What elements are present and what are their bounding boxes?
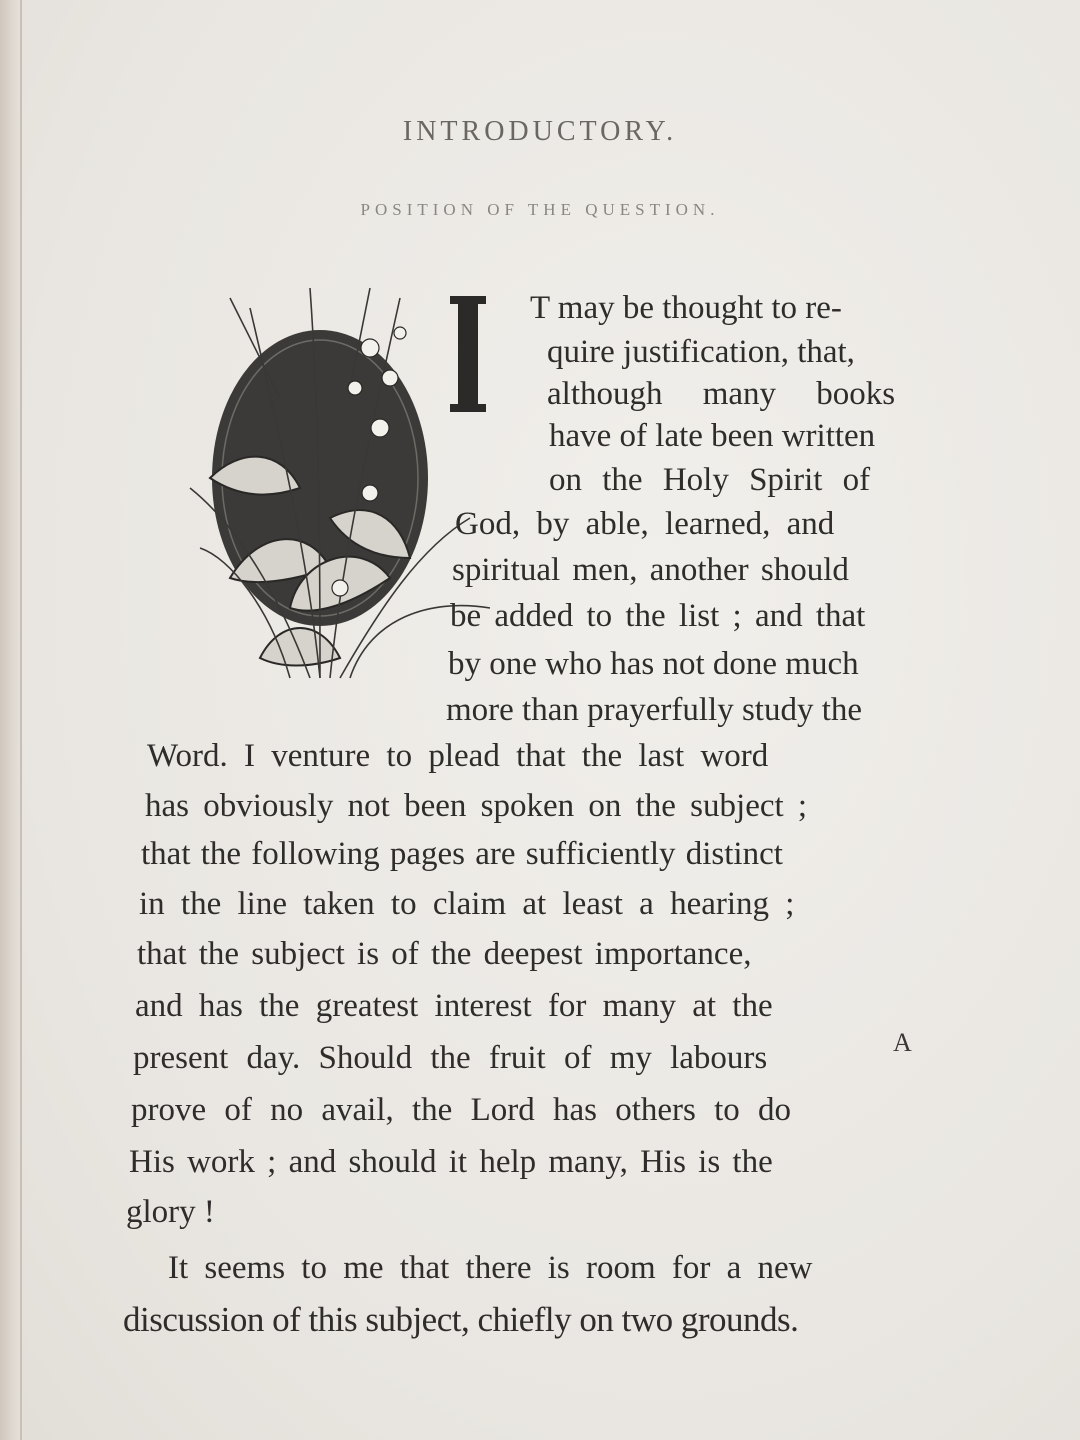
text-line: prove of no avail, the Lord has others to do — [131, 1092, 792, 1128]
text-line: be added to the list ; and that — [450, 598, 866, 634]
text-line: and has the greatest interest for many at the — [135, 988, 773, 1024]
initial-letter — [450, 296, 486, 412]
text-line: in the line taken to claim at least a hearing ; — [139, 886, 795, 922]
chapter-title: INTRODUCTORY. — [402, 116, 678, 147]
text-line: T may be thought to re- — [530, 290, 842, 326]
text-line: quire justification, that, — [547, 334, 855, 370]
text-line: It seems to me that there is room for a new — [168, 1250, 813, 1286]
text-line: present day. Should the fruit of my labours — [133, 1040, 768, 1076]
text-line: that the subject is of the deepest importance, — [137, 936, 752, 972]
text-line: His work ; and should it help many, His is the — [129, 1144, 773, 1180]
text-line: have of late been written — [549, 418, 876, 454]
text-line: has obviously not been spoken on the subject ; — [145, 788, 808, 824]
signature-mark: A — [893, 1028, 912, 1057]
illuminated-initial — [170, 278, 530, 698]
text-line: God, by able, learned, and — [455, 506, 835, 542]
text-line: discussion of this subject, chiefly on two grounds. — [123, 1300, 799, 1339]
text-line: that the following pages are sufficiently distinct — [141, 836, 783, 872]
text-line: although many books — [547, 376, 896, 412]
text-line: spiritual men, another should — [452, 552, 849, 588]
text-line: Word. I venture to plead that the last word — [147, 738, 769, 774]
section-subtitle: POSITION OF THE QUESTION. — [360, 200, 720, 219]
text-line: more than prayerfully study the — [446, 692, 863, 728]
text-line: by one who has not done much — [448, 646, 859, 682]
text-line: glory ! — [126, 1194, 215, 1230]
text-line: on the Holy Spirit of — [549, 462, 871, 498]
